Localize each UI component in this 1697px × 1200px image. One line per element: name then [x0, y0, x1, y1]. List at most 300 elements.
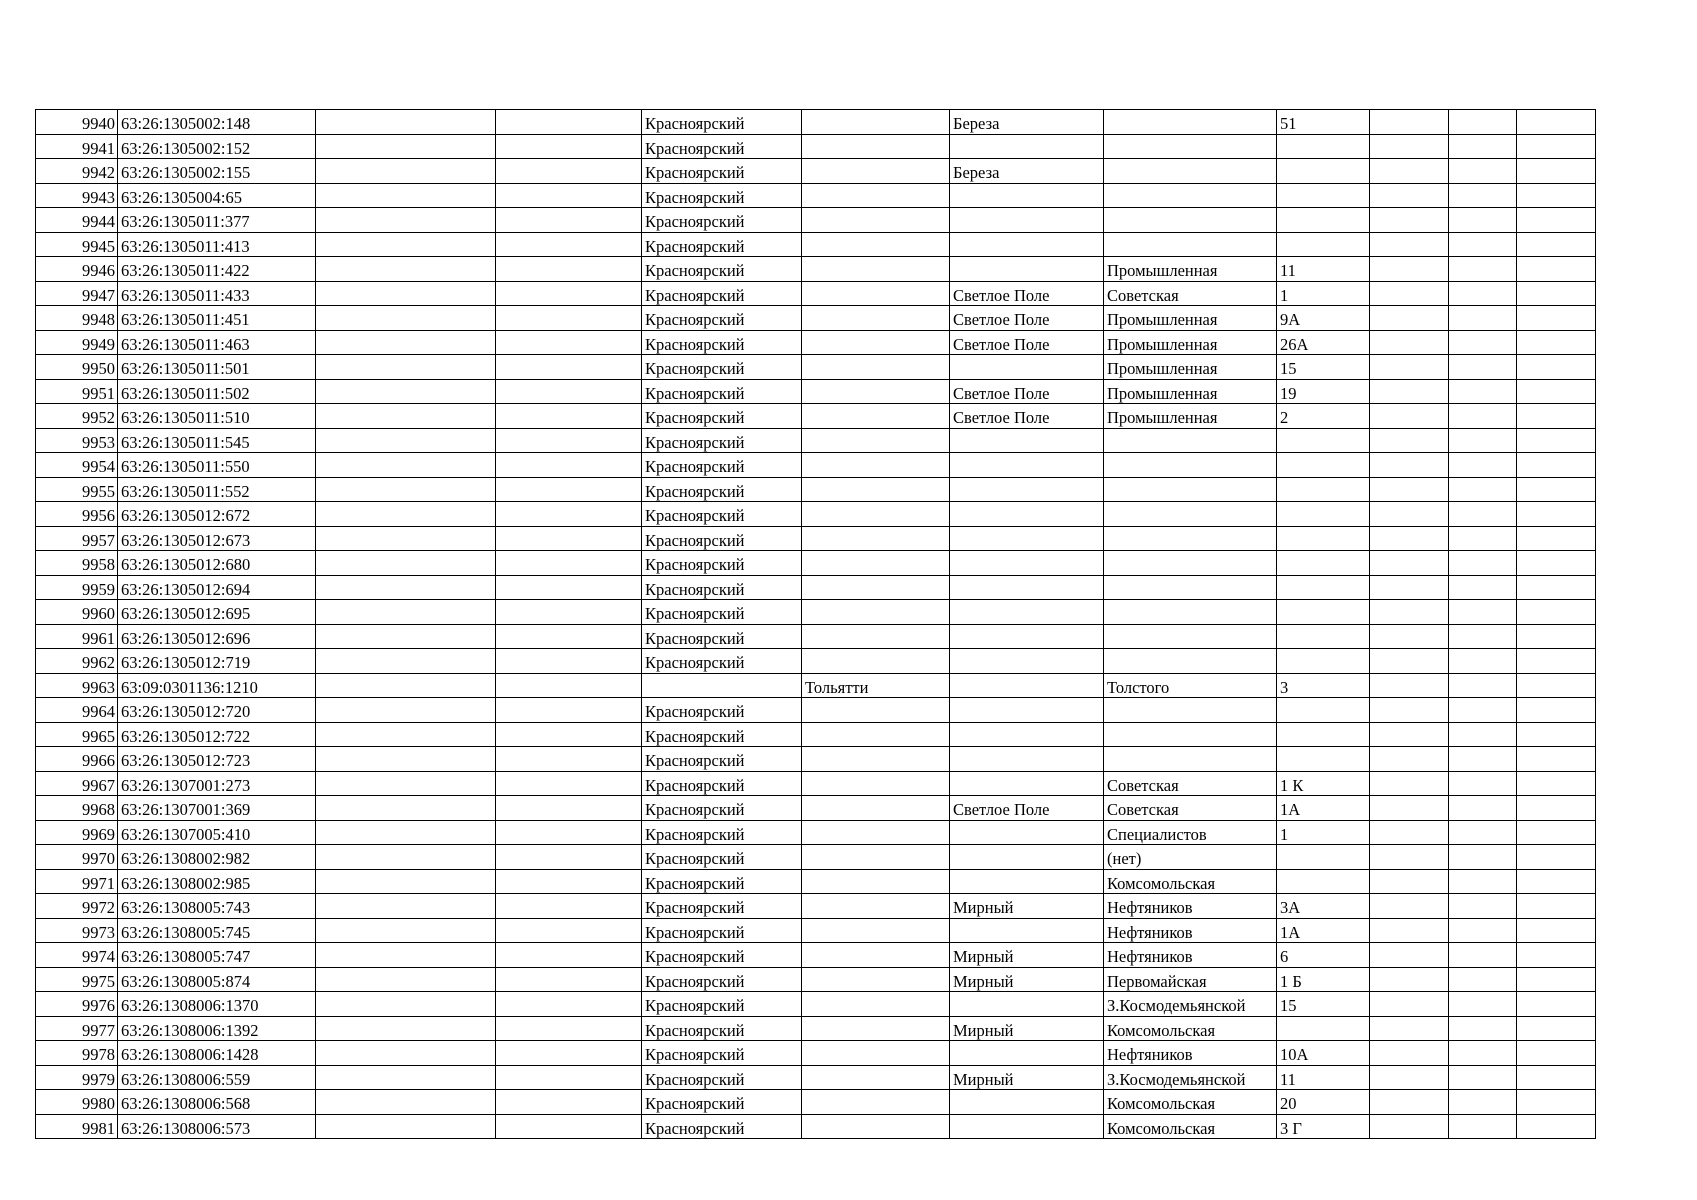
- cell-blank-col-11: [1449, 624, 1517, 649]
- cell-district: Красноярский: [642, 110, 802, 135]
- cell-house: [1277, 649, 1370, 674]
- cell-street: [1104, 747, 1277, 772]
- cell-blank-col-3: [316, 110, 496, 135]
- table-row: [36, 355, 1596, 380]
- cell-blank-col-3: [316, 600, 496, 625]
- cell-row-number: 9970: [36, 845, 118, 870]
- cell-settlement: Светлое Поле: [950, 306, 1104, 331]
- cell-district: Красноярский: [642, 159, 802, 184]
- cell-district: Красноярский: [642, 208, 802, 233]
- cell-city: [802, 869, 950, 894]
- cell-blank-col-11: [1449, 1016, 1517, 1041]
- cell-settlement: Светлое Поле: [950, 330, 1104, 355]
- table-row: [36, 918, 1596, 943]
- cell-street: [1104, 502, 1277, 527]
- cell-street: Нефтяников: [1104, 918, 1277, 943]
- table-row: [36, 967, 1596, 992]
- cell-blank-col-3: [316, 306, 496, 331]
- cell-blank-col-3: [316, 649, 496, 674]
- cell-row-number: 9974: [36, 943, 118, 968]
- cell-blank-col-12: [1517, 1090, 1596, 1115]
- cell-city: [802, 110, 950, 135]
- cell-settlement: Светлое Поле: [950, 404, 1104, 429]
- table-row: [36, 428, 1596, 453]
- cell-blank-col-12: [1517, 110, 1596, 135]
- cell-district: Красноярский: [642, 894, 802, 919]
- cell-district: Красноярский: [642, 257, 802, 282]
- cell-blank-col-12: [1517, 943, 1596, 968]
- table-row: [36, 1016, 1596, 1041]
- cell-blank-col-4: [496, 747, 642, 772]
- cell-blank-col-12: [1517, 600, 1596, 625]
- cell-house: 3А: [1277, 894, 1370, 919]
- cell-district: Красноярский: [642, 232, 802, 257]
- cell-blank-col-3: [316, 992, 496, 1017]
- cell-district: Красноярский: [642, 796, 802, 821]
- cell-blank-col-12: [1517, 428, 1596, 453]
- cell-city: [802, 600, 950, 625]
- cell-cadastral-number: 63:26:1307005:410: [118, 820, 316, 845]
- cell-house: 26А: [1277, 330, 1370, 355]
- cell-house: [1277, 722, 1370, 747]
- cell-row-number: 9963: [36, 673, 118, 698]
- cell-city: [802, 257, 950, 282]
- cell-blank-col-4: [496, 379, 642, 404]
- cell-house: 1А: [1277, 918, 1370, 943]
- cell-city: [802, 894, 950, 919]
- cell-blank-col-11: [1449, 918, 1517, 943]
- cell-blank-col-10: [1370, 918, 1449, 943]
- cell-street: З.Космодемьянской: [1104, 1065, 1277, 1090]
- cell-district: Красноярский: [642, 428, 802, 453]
- cell-street: Промышленная: [1104, 355, 1277, 380]
- table-row: [36, 159, 1596, 184]
- cell-blank-col-10: [1370, 110, 1449, 135]
- cell-cadastral-number: 63:26:1308006:559: [118, 1065, 316, 1090]
- cell-settlement: [950, 722, 1104, 747]
- cell-blank-col-3: [316, 404, 496, 429]
- registry-table: [35, 109, 1596, 1139]
- cell-blank-col-11: [1449, 1114, 1517, 1139]
- cell-house: [1277, 624, 1370, 649]
- table-row: [36, 992, 1596, 1017]
- cell-blank-col-11: [1449, 134, 1517, 159]
- table-row: [36, 747, 1596, 772]
- cell-blank-col-10: [1370, 796, 1449, 821]
- cell-house: 3 Г: [1277, 1114, 1370, 1139]
- cell-blank-col-3: [316, 894, 496, 919]
- cell-blank-col-11: [1449, 1065, 1517, 1090]
- cell-cadastral-number: 63:09:0301136:1210: [118, 673, 316, 698]
- cell-blank-col-10: [1370, 404, 1449, 429]
- cell-blank-col-12: [1517, 722, 1596, 747]
- cell-blank-col-11: [1449, 257, 1517, 282]
- cell-blank-col-12: [1517, 281, 1596, 306]
- cell-cadastral-number: 63:26:1305011:451: [118, 306, 316, 331]
- cell-blank-col-12: [1517, 551, 1596, 576]
- cell-cadastral-number: 63:26:1305012:723: [118, 747, 316, 772]
- cell-blank-col-12: [1517, 1041, 1596, 1066]
- cell-blank-col-4: [496, 845, 642, 870]
- cell-row-number: 9959: [36, 575, 118, 600]
- cell-settlement: [950, 355, 1104, 380]
- cell-blank-col-11: [1449, 673, 1517, 698]
- cell-cadastral-number: 63:26:1305002:148: [118, 110, 316, 135]
- cell-settlement: Светлое Поле: [950, 379, 1104, 404]
- cell-street: Промышленная: [1104, 330, 1277, 355]
- cell-blank-col-10: [1370, 257, 1449, 282]
- cell-street: [1104, 159, 1277, 184]
- cell-row-number: 9979: [36, 1065, 118, 1090]
- cell-settlement: [950, 771, 1104, 796]
- cell-settlement: [950, 453, 1104, 478]
- cell-row-number: 9962: [36, 649, 118, 674]
- cell-street: [1104, 208, 1277, 233]
- cell-row-number: 9953: [36, 428, 118, 453]
- cell-blank-col-10: [1370, 771, 1449, 796]
- cell-blank-col-4: [496, 183, 642, 208]
- cell-city: [802, 1065, 950, 1090]
- cell-street: (нет): [1104, 845, 1277, 870]
- cell-blank-col-4: [496, 1041, 642, 1066]
- cell-house: 1 К: [1277, 771, 1370, 796]
- cell-cadastral-number: 63:26:1307001:369: [118, 796, 316, 821]
- cell-cadastral-number: 63:26:1305012:695: [118, 600, 316, 625]
- cell-house: 3: [1277, 673, 1370, 698]
- cell-cadastral-number: 63:26:1305011:377: [118, 208, 316, 233]
- cell-row-number: 9960: [36, 600, 118, 625]
- cell-blank-col-12: [1517, 526, 1596, 551]
- cell-cadastral-number: 63:26:1308006:568: [118, 1090, 316, 1115]
- cell-blank-col-11: [1449, 330, 1517, 355]
- table-row: [36, 722, 1596, 747]
- cell-city: [802, 404, 950, 429]
- cell-street: [1104, 575, 1277, 600]
- cell-cadastral-number: 63:26:1305002:155: [118, 159, 316, 184]
- cell-settlement: [950, 992, 1104, 1017]
- cell-blank-col-3: [316, 330, 496, 355]
- cell-city: [802, 918, 950, 943]
- cell-blank-col-4: [496, 502, 642, 527]
- cell-row-number: 9946: [36, 257, 118, 282]
- cell-blank-col-4: [496, 869, 642, 894]
- cell-settlement: [950, 551, 1104, 576]
- table-row: [36, 257, 1596, 282]
- cell-row-number: 9968: [36, 796, 118, 821]
- cell-blank-col-11: [1449, 771, 1517, 796]
- cell-house: [1277, 502, 1370, 527]
- cell-blank-col-10: [1370, 183, 1449, 208]
- cell-house: 1А: [1277, 796, 1370, 821]
- cell-blank-col-10: [1370, 649, 1449, 674]
- cell-blank-col-12: [1517, 869, 1596, 894]
- cell-blank-col-3: [316, 747, 496, 772]
- cell-city: [802, 575, 950, 600]
- cell-settlement: [950, 428, 1104, 453]
- cell-settlement: Мирный: [950, 1065, 1104, 1090]
- cell-district: Красноярский: [642, 869, 802, 894]
- cell-blank-col-4: [496, 624, 642, 649]
- cell-blank-col-11: [1449, 1090, 1517, 1115]
- cell-city: [802, 477, 950, 502]
- cell-blank-col-12: [1517, 771, 1596, 796]
- cell-blank-col-10: [1370, 967, 1449, 992]
- cell-house: [1277, 526, 1370, 551]
- cell-blank-col-12: [1517, 477, 1596, 502]
- cell-street: [1104, 477, 1277, 502]
- cell-city: [802, 355, 950, 380]
- cell-street: Толстого: [1104, 673, 1277, 698]
- cell-settlement: [950, 232, 1104, 257]
- cell-street: [1104, 600, 1277, 625]
- cell-street: Специалистов: [1104, 820, 1277, 845]
- cell-district: Красноярский: [642, 943, 802, 968]
- cell-house: [1277, 600, 1370, 625]
- cell-street: [1104, 453, 1277, 478]
- cell-settlement: Мирный: [950, 967, 1104, 992]
- table-row: [36, 796, 1596, 821]
- cell-blank-col-12: [1517, 257, 1596, 282]
- cell-settlement: [950, 183, 1104, 208]
- cell-blank-col-12: [1517, 183, 1596, 208]
- cell-city: [802, 453, 950, 478]
- table-row: [36, 1041, 1596, 1066]
- cell-street: З.Космодемьянской: [1104, 992, 1277, 1017]
- cell-blank-col-12: [1517, 232, 1596, 257]
- cell-row-number: 9941: [36, 134, 118, 159]
- cell-city: [802, 943, 950, 968]
- cell-blank-col-10: [1370, 428, 1449, 453]
- cell-street: Советская: [1104, 771, 1277, 796]
- cell-blank-col-11: [1449, 477, 1517, 502]
- cell-blank-col-11: [1449, 453, 1517, 478]
- cell-street: Нефтяников: [1104, 943, 1277, 968]
- cell-house: [1277, 869, 1370, 894]
- cell-district: Красноярский: [642, 575, 802, 600]
- cell-blank-col-10: [1370, 306, 1449, 331]
- registry-table-body: [36, 110, 1596, 1139]
- cell-blank-col-10: [1370, 281, 1449, 306]
- cell-row-number: 9965: [36, 722, 118, 747]
- cell-blank-col-3: [316, 820, 496, 845]
- cell-blank-col-10: [1370, 1114, 1449, 1139]
- cell-row-number: 9971: [36, 869, 118, 894]
- table-row: [36, 624, 1596, 649]
- cell-blank-col-3: [316, 698, 496, 723]
- cell-district: Красноярский: [642, 1041, 802, 1066]
- cell-blank-col-10: [1370, 1016, 1449, 1041]
- cell-cadastral-number: 63:26:1308006:1428: [118, 1041, 316, 1066]
- cell-blank-col-11: [1449, 502, 1517, 527]
- cell-row-number: 9957: [36, 526, 118, 551]
- cell-blank-col-4: [496, 453, 642, 478]
- cell-blank-col-3: [316, 159, 496, 184]
- cell-blank-col-4: [496, 330, 642, 355]
- cell-blank-col-10: [1370, 526, 1449, 551]
- cell-blank-col-3: [316, 502, 496, 527]
- cell-settlement: [950, 575, 1104, 600]
- cell-settlement: [950, 649, 1104, 674]
- cell-row-number: 9955: [36, 477, 118, 502]
- cell-district: Красноярский: [642, 747, 802, 772]
- table-row: [36, 649, 1596, 674]
- cell-blank-col-12: [1517, 747, 1596, 772]
- cell-street: Первомайская: [1104, 967, 1277, 992]
- cell-row-number: 9956: [36, 502, 118, 527]
- table-row: [36, 404, 1596, 429]
- cell-row-number: 9944: [36, 208, 118, 233]
- cell-blank-col-11: [1449, 183, 1517, 208]
- cell-blank-col-12: [1517, 1065, 1596, 1090]
- cell-blank-col-4: [496, 649, 642, 674]
- cell-blank-col-3: [316, 281, 496, 306]
- cell-blank-col-12: [1517, 575, 1596, 600]
- cell-settlement: [950, 698, 1104, 723]
- cell-street: Советская: [1104, 796, 1277, 821]
- cell-house: [1277, 208, 1370, 233]
- cell-blank-col-10: [1370, 208, 1449, 233]
- cell-blank-col-4: [496, 428, 642, 453]
- cell-city: [802, 747, 950, 772]
- cell-blank-col-12: [1517, 845, 1596, 870]
- cell-house: 15: [1277, 355, 1370, 380]
- cell-blank-col-3: [316, 379, 496, 404]
- cell-house: 19: [1277, 379, 1370, 404]
- cell-house: [1277, 134, 1370, 159]
- cell-district: Красноярский: [642, 820, 802, 845]
- cell-blank-col-11: [1449, 281, 1517, 306]
- cell-street: [1104, 722, 1277, 747]
- cell-city: [802, 330, 950, 355]
- cell-settlement: [950, 477, 1104, 502]
- cell-blank-col-4: [496, 992, 642, 1017]
- cell-blank-col-10: [1370, 722, 1449, 747]
- cell-blank-col-11: [1449, 159, 1517, 184]
- cell-blank-col-11: [1449, 208, 1517, 233]
- cell-street: Промышленная: [1104, 257, 1277, 282]
- table-row: [36, 943, 1596, 968]
- cell-settlement: Мирный: [950, 1016, 1104, 1041]
- cell-house: 10А: [1277, 1041, 1370, 1066]
- cell-cadastral-number: 63:26:1305012:694: [118, 575, 316, 600]
- cell-house: [1277, 747, 1370, 772]
- cell-house: 2: [1277, 404, 1370, 429]
- cell-blank-col-4: [496, 355, 642, 380]
- table-row: [36, 306, 1596, 331]
- cell-blank-col-4: [496, 134, 642, 159]
- cell-row-number: 9966: [36, 747, 118, 772]
- cell-cadastral-number: 63:26:1305012:696: [118, 624, 316, 649]
- cell-house: 6: [1277, 943, 1370, 968]
- cell-blank-col-10: [1370, 330, 1449, 355]
- cell-cadastral-number: 63:26:1305011:545: [118, 428, 316, 453]
- cell-blank-col-4: [496, 110, 642, 135]
- cell-blank-col-12: [1517, 820, 1596, 845]
- cell-city: [802, 967, 950, 992]
- cell-city: [802, 183, 950, 208]
- cell-district: Красноярский: [642, 306, 802, 331]
- cell-cadastral-number: 63:26:1305012:680: [118, 551, 316, 576]
- cell-blank-col-3: [316, 183, 496, 208]
- cell-blank-col-12: [1517, 453, 1596, 478]
- cell-cadastral-number: 63:26:1305012:720: [118, 698, 316, 723]
- cell-blank-col-12: [1517, 1016, 1596, 1041]
- cell-street: [1104, 232, 1277, 257]
- cell-blank-col-3: [316, 208, 496, 233]
- cell-street: Советская: [1104, 281, 1277, 306]
- cell-city: [802, 722, 950, 747]
- cell-blank-col-11: [1449, 526, 1517, 551]
- cell-city: [802, 1090, 950, 1115]
- cell-settlement: [950, 600, 1104, 625]
- cell-street: [1104, 110, 1277, 135]
- cell-blank-col-3: [316, 1090, 496, 1115]
- cell-district: Красноярский: [642, 526, 802, 551]
- cell-blank-col-11: [1449, 575, 1517, 600]
- cell-blank-col-10: [1370, 820, 1449, 845]
- cell-district: Красноярский: [642, 134, 802, 159]
- cell-row-number: 9958: [36, 551, 118, 576]
- cell-city: [802, 698, 950, 723]
- cell-blank-col-12: [1517, 649, 1596, 674]
- cell-district: Красноярский: [642, 551, 802, 576]
- cell-house: [1277, 845, 1370, 870]
- cell-blank-col-3: [316, 453, 496, 478]
- cell-city: [802, 1041, 950, 1066]
- cell-blank-col-4: [496, 820, 642, 845]
- cell-blank-col-12: [1517, 379, 1596, 404]
- cell-blank-col-11: [1449, 722, 1517, 747]
- cell-row-number: 9972: [36, 894, 118, 919]
- cell-district: Красноярский: [642, 281, 802, 306]
- cell-house: [1277, 551, 1370, 576]
- cell-blank-col-11: [1449, 600, 1517, 625]
- cell-city: [802, 281, 950, 306]
- cell-blank-col-11: [1449, 992, 1517, 1017]
- table-row: [36, 477, 1596, 502]
- cell-street: Комсомольская: [1104, 1114, 1277, 1139]
- table-row: [36, 281, 1596, 306]
- cell-house: [1277, 575, 1370, 600]
- cell-blank-col-11: [1449, 404, 1517, 429]
- cell-cadastral-number: 63:26:1305011:510: [118, 404, 316, 429]
- cell-cadastral-number: 63:26:1308006:1392: [118, 1016, 316, 1041]
- cell-district: Красноярский: [642, 477, 802, 502]
- table-row: [36, 551, 1596, 576]
- cell-blank-col-10: [1370, 1090, 1449, 1115]
- cell-district: Красноярский: [642, 992, 802, 1017]
- cell-street: Комсомольская: [1104, 1016, 1277, 1041]
- cell-blank-col-3: [316, 624, 496, 649]
- cell-district: Красноярский: [642, 600, 802, 625]
- cell-street: [1104, 649, 1277, 674]
- cell-district: Красноярский: [642, 845, 802, 870]
- cell-blank-col-3: [316, 722, 496, 747]
- cell-settlement: [950, 526, 1104, 551]
- cell-blank-col-4: [496, 1114, 642, 1139]
- table-row: [36, 232, 1596, 257]
- cell-blank-col-11: [1449, 379, 1517, 404]
- cell-cadastral-number: 63:26:1305011:501: [118, 355, 316, 380]
- table-row: [36, 600, 1596, 625]
- cell-row-number: 9973: [36, 918, 118, 943]
- cell-city: [802, 134, 950, 159]
- table-row: [36, 771, 1596, 796]
- cell-cadastral-number: 63:26:1305011:550: [118, 453, 316, 478]
- cell-blank-col-4: [496, 281, 642, 306]
- cell-cadastral-number: 63:26:1305004:65: [118, 183, 316, 208]
- cell-street: [1104, 624, 1277, 649]
